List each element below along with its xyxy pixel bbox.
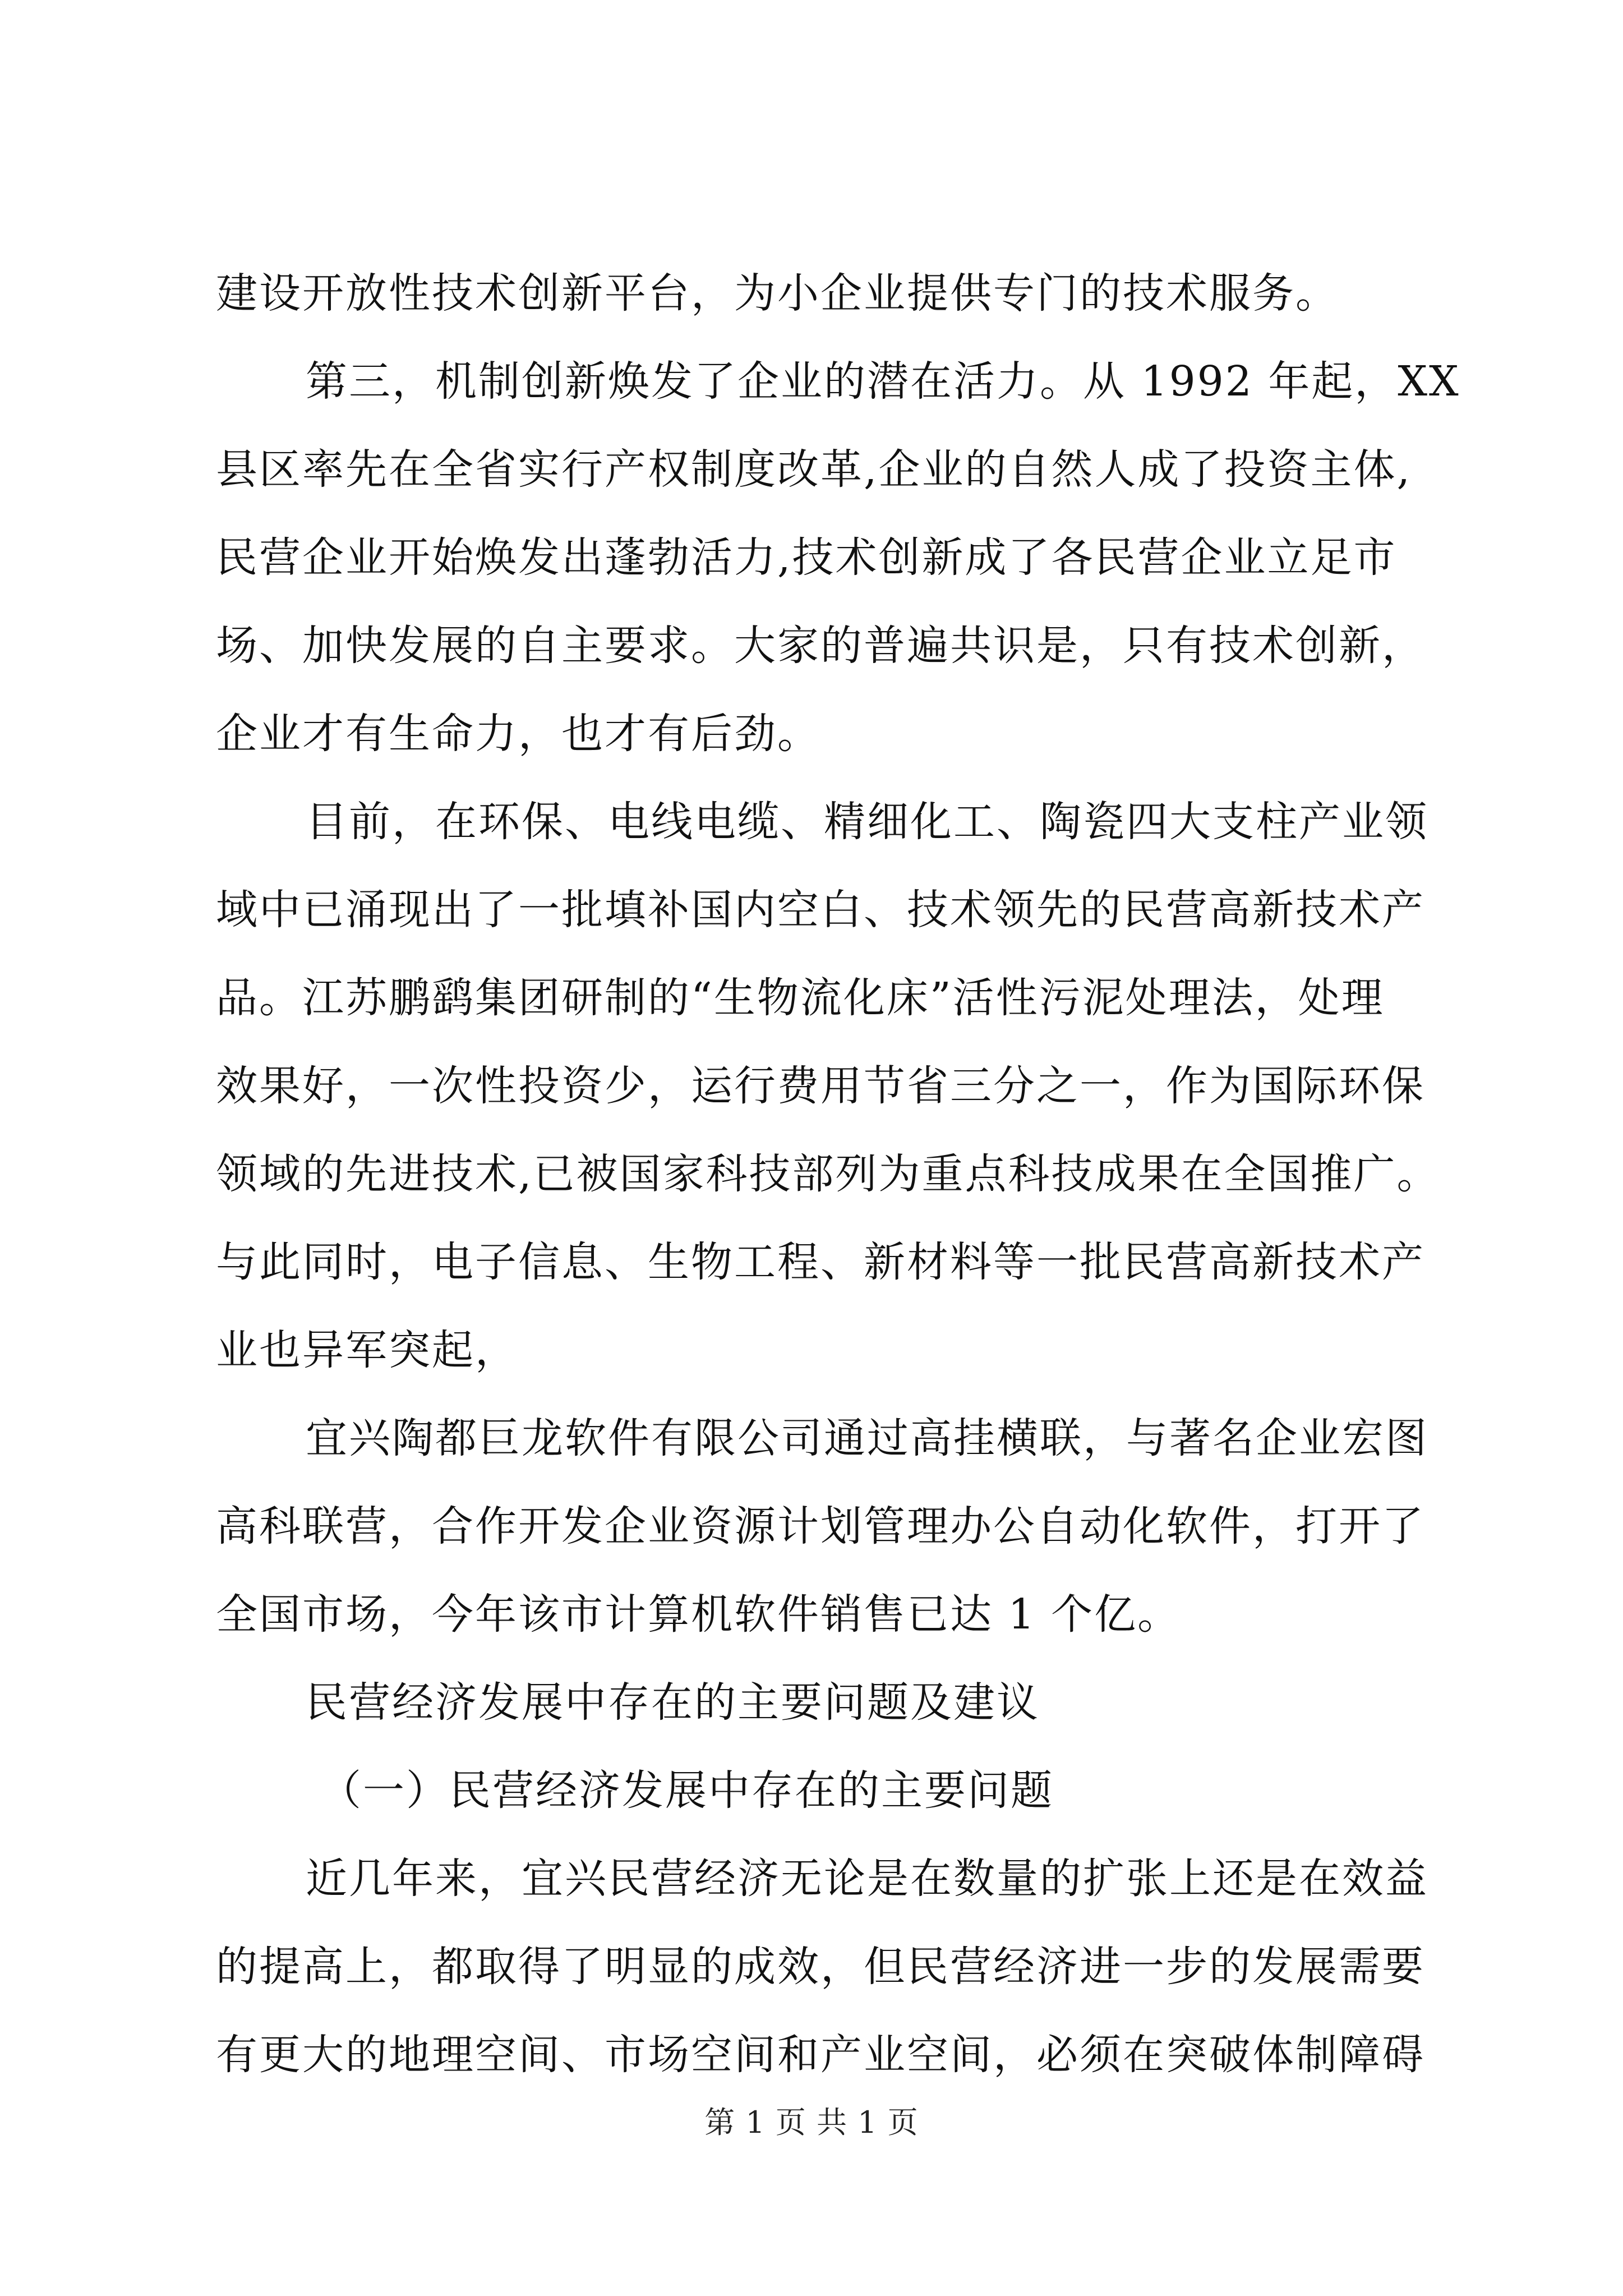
paragraph-start-line: 宜兴陶都巨龙软件有限公司通过高挂横联，与著名企业宏图 [306,1414,1428,1462]
text-line: 领域的先进技术,已被国家科技部列为重点科技成果在全国推广。 [216,1150,1440,1198]
paragraph-start-line: 第三，机制创新焕发了企业的潜在活力。从 1992 年起，XX [306,357,1460,406]
text-line: 全国市场，今年该市计算机软件销售已达 1 个亿。 [216,1590,1181,1639]
text-line: 的提高上，都取得了明显的成效，但民营经济进一步的发展需要 [216,1943,1425,1991]
text-line: 有更大的地理空间、市场空间和产业空间，必须在突破体制障碍 [216,2031,1425,2079]
text-line: 品。江苏鹏鹞集团研制的“生物流化床”活性污泥处理法，处理 [216,974,1385,1022]
text-line: 民营企业开始焕发出蓬勃活力,技术创新成了各民营企业立足市 [216,533,1397,582]
section-heading: 民营经济发展中存在的主要问题及建议 [306,1678,1040,1727]
paragraph-start-line: 近几年来，宜兴民营经济无论是在数量的扩张上还是在效益 [306,1855,1428,1903]
text-line: 场、加快发展的自主要求。大家的普遍共识是，只有技术创新， [216,622,1425,670]
text-line: 企业才有生命力，也才有后劲。 [216,710,820,758]
text-line: 业也异军突起， [216,1326,518,1374]
text-line: 高科联营，合作开发企业资源计划管理办公自动化软件，打开了 [216,1502,1425,1550]
page-footer: 第 1 页 共 1 页 [704,2105,919,2140]
subsection-heading: （一）民营经济发展中存在的主要问题 [320,1766,1054,1815]
text-line: 效果好，一次性投资少，运行费用节省三分之一，作为国际环保 [216,1062,1425,1110]
paragraph-start-line: 目前，在环保、电线电缆、精细化工、陶瓷四大支柱产业领 [306,798,1428,846]
text-line: 建设开放性技术创新平台，为小企业提供专门的技术服务。 [216,269,1339,318]
text-line: 与此同时，电子信息、生物工程、新材料等一批民营高新技术产 [216,1238,1425,1286]
text-line: 县区率先在全省实行产权制度改革,企业的自然人成了投资主体, [216,445,1412,494]
text-line: 域中已涌现出了一批填补国内空白、技术领先的民营高新技术产 [216,886,1425,934]
